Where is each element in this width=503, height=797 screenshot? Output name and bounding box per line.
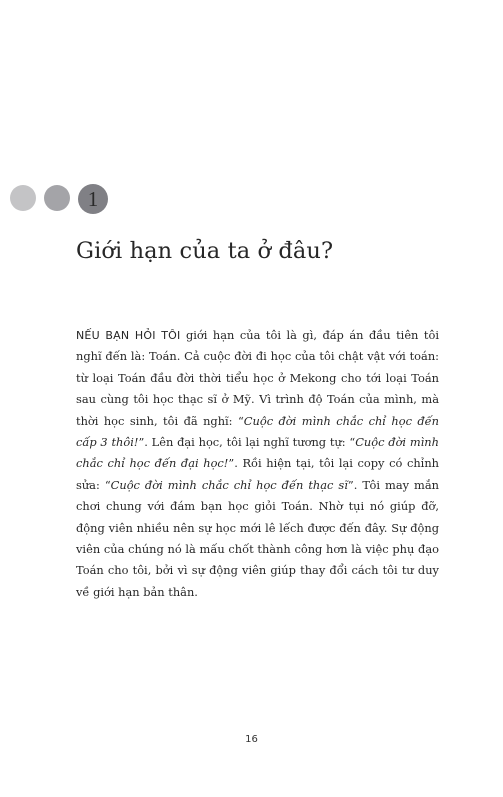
quote-3: Cuộc đời mình chắc chỉ học đến thạc sĩ bbox=[110, 477, 348, 492]
chapter-title: Giới hạn của ta ở đâu? bbox=[76, 238, 334, 264]
marker-dot-2 bbox=[44, 185, 70, 211]
chapter-number: 1 bbox=[78, 184, 108, 214]
body-text-3: ”. Rồi hiện tại, tôi lại copy có chỉnh sửa: “ bbox=[76, 456, 439, 492]
body-paragraph bbox=[76, 325, 439, 603]
quote-2: Cuộc đời mình chắc chỉ học đến đại học! bbox=[76, 435, 439, 471]
page-number: 16 bbox=[245, 734, 258, 745]
lead-caps: NẾU BẠN HỎI TÔI bbox=[76, 329, 181, 342]
body-text-1: giới hạn của tôi là gì, đáp án đầu tiên tôi nghĩ đến là: Toán. Cả cuộc đời đi học của tôi chật vật với toán: từ loại Toán đầu đời thời tiểu học ở Mekong cho tới loại Toán sau cùng tôi học thạc sĩ ở Mỹ. Vì trình độ Toán của mình, mà thời học sinh, tôi đã nghĩ: “ bbox=[76, 328, 439, 428]
body-text-4: ”. Tôi may mắn chơi chung với đám bạn học giỏi Toán. Nhờ tụi nó giúp đỡ, động viên nhiều nên sự học mới lê lếch được đến đây. Sự động viên của chúng nó là mấu chốt thành công hơn là việc phụ đạo Toán cho tôi, bởi vì sự động viên giúp thay đổi cách tôi tư duy về giới hạn bản thân. bbox=[76, 477, 439, 599]
quote-1: Cuộc đời mình chắc chỉ học đến cấp 3 thôi! bbox=[76, 413, 440, 450]
marker-dot-1 bbox=[10, 185, 36, 211]
body-text-2: ”. Lên đại học, tôi lại nghĩ tương tự: “ bbox=[138, 435, 356, 450]
